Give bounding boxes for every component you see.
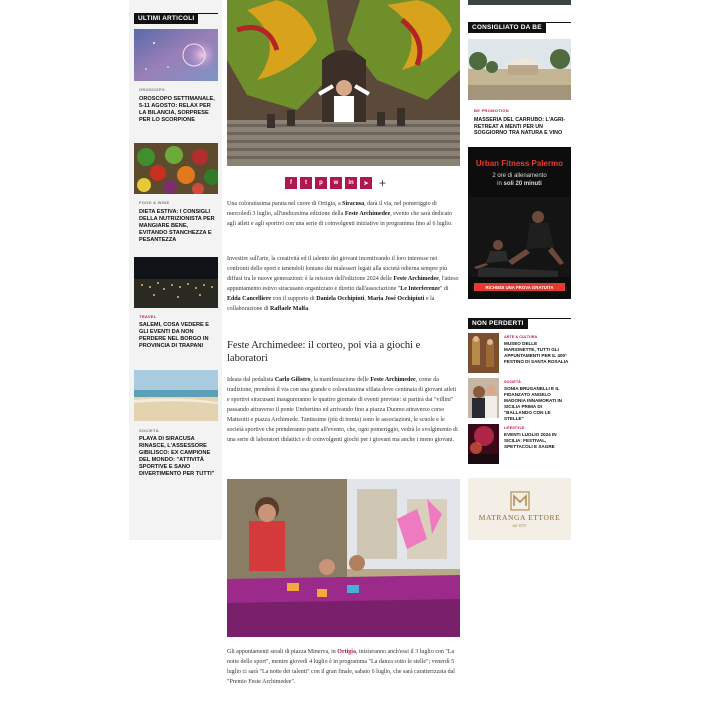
article-thumbnail-food[interactable]	[134, 143, 218, 194]
article-title[interactable]: EVENTI LUGLIO 2024 IN SICILIA: FESTIVAL, SPETTACOLI E SAGRE	[504, 432, 557, 449]
article-title[interactable]: PLAYA DI SIRACUSA RINASCE, L'ASSESSORE GIBILISCO: EX CAMPIONE DEL MONDO: "ATTIVITÀ SPORTIVE E SANO DIVERTIMENTO PER TUTTI"	[139, 436, 215, 477]
non-perderti-thumbnail[interactable]	[468, 333, 499, 373]
article-thumbnail-playa[interactable]	[134, 370, 218, 421]
article-paragraph-2: Investire sull'arte, la creatività ed il talento dei giovani incentivando il loro interesse nei confronti dello sport e tenendoli lontano dai malesseri legati alla società odierna sempre più diffusi tra le nuove generazioni: è la mission dell'edizione 2024 delle Feste Archimedee, l'atteso appuntamento estivo siracusano organizzato e diretto dall'associazione "Le Interferenze" di Edda Cancelliere con il supporto di Daniela Occhipinti, Maria José Occhipinti e la collaborazione di Raffaele Malfa.	[227, 256, 459, 312]
article-title[interactable]: MASSERIA DEL CARRUBO: L'AGRI-RETREAT A MENTI PER UN SOGGIORNO TRA NATURA E VINO	[474, 117, 566, 137]
matranga-logo-icon	[510, 491, 530, 511]
twitter-share-icon[interactable]: t	[300, 177, 312, 189]
article-category[interactable]: SOCIETÀ	[139, 428, 159, 433]
article-thumbnail-salemi[interactable]	[134, 257, 218, 308]
logo-name: MATRANGA ETTORE	[478, 512, 561, 522]
non-perderti-thumbnail[interactable]	[468, 378, 499, 418]
article-title[interactable]: MUSEO DELLE MARIONETTE, TUTTI GLI APPUNTAMENTI PER IL 400° FESTINO DI SANTA ROSALIA	[504, 341, 569, 364]
non-perderti-item[interactable]	[468, 333, 571, 373]
heading-label: CONSIGLIATO DA BE	[468, 22, 546, 33]
article-paragraph-1: Una coloratissima parata nel cuore di Ortigia, a Siracusa, darà il via, nel pomeriggio di mercoledì 3 luglio, all'undicesima edizione della Feste Archimedee, evento che sarà dedicato agli atleti e agli sportivi con una serie di coinvolgenti iniziative in programma fino al 6 luglio.	[227, 201, 453, 227]
article-category[interactable]: LIFESTYLE	[504, 426, 525, 430]
heading-label: NON PERDERTI	[468, 318, 528, 329]
facebook-share-icon[interactable]: f	[285, 177, 297, 189]
share-bar	[285, 176, 386, 190]
article-title[interactable]: OROSCOPO SETTIMANALE, 5-11 AGOSTO: RELAX PER LA BILANCIA, SORPRESE PER LO SCORPIONE	[139, 96, 215, 123]
article-category[interactable]: BE PROMOTION	[474, 108, 509, 113]
more-share-icon[interactable]: +	[379, 176, 387, 190]
ultimi-articoli-heading	[134, 7, 218, 22]
article-thumbnail-oroscopo[interactable]	[134, 29, 218, 81]
article-paragraph-3: Ideata dal pedalista Carlo Gilistro, la manifestazione delle Feste Archimedee, come da tradizione, prenderà il via con una grande e coloratissima sfilata dove centinaia di giovani atleti e sportivi siracusani inaugureranno le quattro giornate di eventi previste: si partirà dai "villini" passando attraverso il ponte Umbertino ed arrivando fino a piazza Duomo attraverso corso Matteotti e piazza Archimede. Tantissime (più di trenta) sono le associazioni, le scuole e le società sportive che prenderanno parte all'evento, che, ogni pomeriggio, vedrà lo svolgimento di una serie di laboratori didattici e di coinvolgenti giochi per i giovani ma anche i meno giovani.	[227, 377, 458, 443]
ad-title: Urban Fitness Palermo	[475, 159, 564, 168]
ortigia-link[interactable]: Ortigia	[337, 649, 356, 655]
pinterest-share-icon[interactable]: p	[315, 177, 327, 189]
logo-tagline: dal 1870	[512, 522, 527, 528]
heading-label: ULTIMI ARTICOLI	[134, 13, 198, 24]
non-perderti-item[interactable]	[468, 378, 571, 421]
article-category[interactable]: SOCIETÀ	[504, 380, 521, 384]
matranga-ettore-ad[interactable]	[468, 478, 571, 540]
article-category[interactable]: ARTE & CULTURA	[504, 335, 538, 339]
whatsapp-share-icon[interactable]: w	[330, 177, 342, 189]
article-image-laboratori	[227, 479, 460, 637]
article-title[interactable]: DIETA ESTIVA: I CONSIGLI DELLA NUTRIZIONISTA PER MANGIARE BENE, EVITANDO STANCHEZZA E PESANTEZZA	[139, 209, 215, 243]
ad-cta-button[interactable]: RICHIEDI UNA PROVA GRATUITA	[474, 283, 565, 291]
article-category[interactable]: OROSCOPO	[139, 87, 165, 92]
article-category[interactable]: FOOD & WINE	[139, 200, 170, 205]
non-perderti-thumbnail[interactable]	[468, 424, 499, 464]
consigliato-thumbnail[interactable]	[468, 39, 571, 100]
telegram-share-icon[interactable]: ➤	[360, 177, 372, 189]
article-title[interactable]: SONIA BRUGANELLI E IL FIDANZATO ANGELO MADONIA INNAMORATI IN SICILIA PRIMA DI "BALLANDO CON LE STELLE"	[504, 386, 562, 421]
article-hero-image	[227, 0, 460, 166]
article-title[interactable]: SALEMI, COSA VEDERE E GLI EVENTI DA NON PERDERE NEL BORGO IN PROVINCIA DI TRAPANI	[139, 322, 210, 349]
urban-fitness-ad[interactable]	[468, 147, 571, 299]
non-perderti-heading	[468, 312, 571, 327]
article-paragraph-4: Gli appuntamenti serali di piazza Minerva, in Ortigia, inizieranno anch'essi il 3 luglio con "La notte dello sport", mentre giovedì 4 luglio è in programma "La danza sotto le stelle"; venerdì 5 luglio ci sarà "La notte dei talenti" con il gran finale, sabato 6 luglio, che sarà caratterizzata dal "Premio Feste Archimedee".	[227, 649, 455, 685]
article-subheading: Feste Archimedee: il corteo, poi via a giochi e laboratori	[227, 340, 421, 364]
article-category[interactable]: TRAVEL	[139, 314, 157, 319]
top-ad-strip	[468, 0, 571, 5]
ad-subtitle: 2 ore di allenamento in soli 20 minuti	[492, 173, 547, 187]
linkedin-share-icon[interactable]: in	[345, 177, 357, 189]
non-perderti-item[interactable]	[468, 424, 571, 464]
ad-athletes-image	[468, 197, 571, 277]
consigliato-heading	[468, 16, 571, 31]
